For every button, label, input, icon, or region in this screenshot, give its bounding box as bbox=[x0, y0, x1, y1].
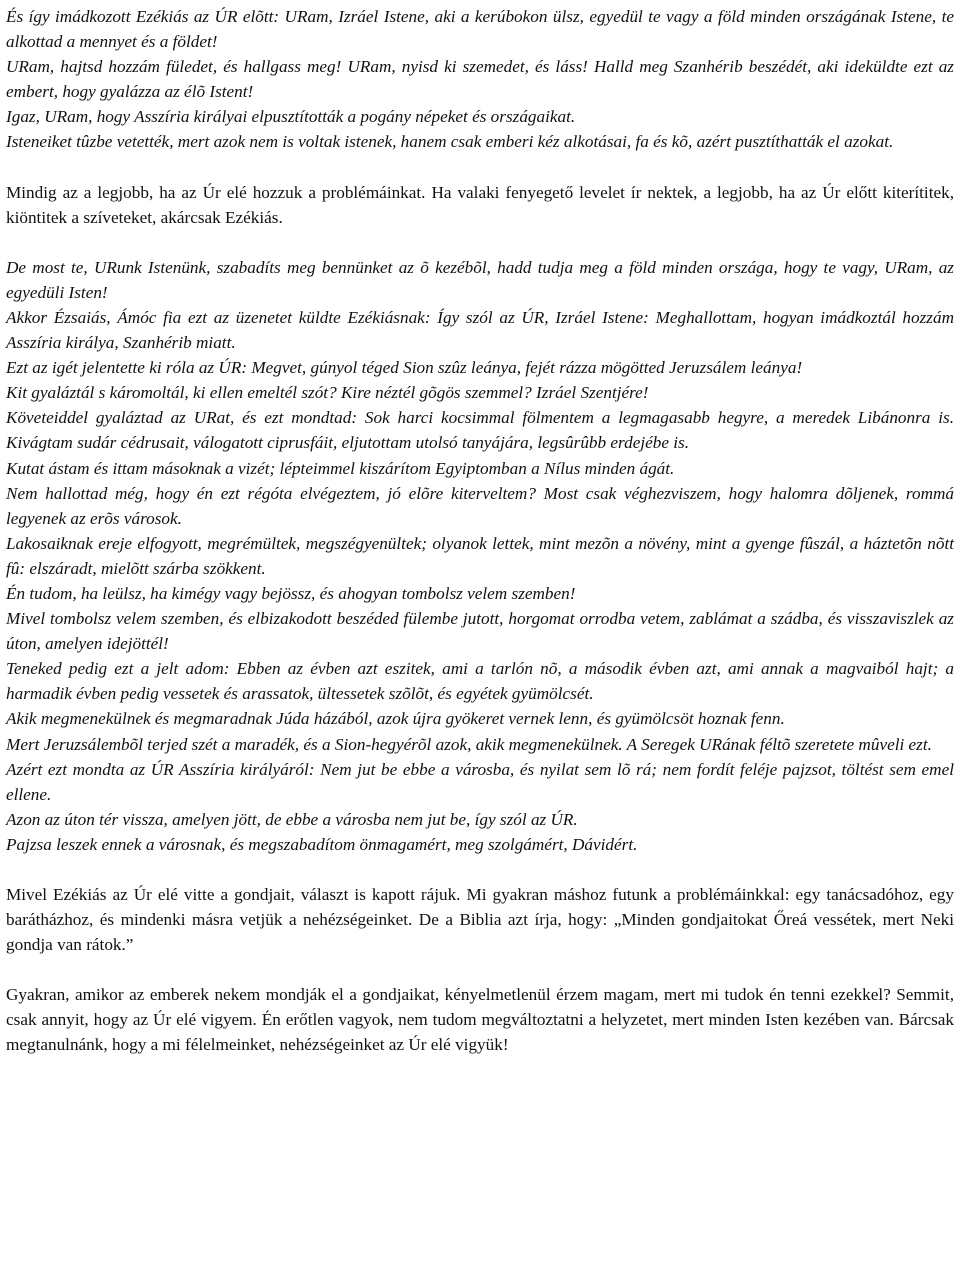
verse: Lakosaiknak ereje elfogyott, megrémültek, megszégyenültek; olyanok lettek, mint mezõn a növény, mint a gyenge fûszál, a háztetõn nõtt fû: elszáradt, mielõtt szárba szökkent. bbox=[6, 533, 954, 578]
verse: URam, hajtsd hozzám füledet, és hallgass meg! URam, nyisd ki szemedet, és láss! Halld meg Szanhérib beszédét, aki ideküldte ezt az embert, hogy gyalázza az élõ Istent! bbox=[6, 57, 954, 102]
verse: De most te, URunk Istenünk, szabadíts meg bennünket az õ kezébõl, hadd tudja meg a föld minden országa, hogy te vagy, URam, az egyedüli Isten! bbox=[6, 257, 954, 302]
verse: Akkor Ézsaiás, Ámóc fia ezt az üzenetet küldte Ezékiásnak: Így szól az ÚR, Izráel Istene: Meghallottam, hogyan imádkoztál hozzám Asszíria királya, Szanhérib miatt. bbox=[6, 307, 954, 353]
verse: Azért ezt mondta az ÚR Asszíria királyáról: Nem jut be ebbe a városba, és nyilat sem lõ rá; nem fordít feléje pajzsot, töltést sem emel ellene. bbox=[6, 759, 954, 804]
verse: Követeiddel gyaláztad az URat, és ezt mondtad: Sok harci kocsimmal fölmentem a legmagasabb hegyre, a meredek Libánonra is. Kivágtam sudár cédrusait, válogatott ciprusfáit, eljutottam utolsó tanyájára, legsûrûbb erdejébe is. bbox=[6, 408, 954, 453]
commentary-paragraph-1 bbox=[6, 180, 954, 230]
verse: Teneked pedig ezt a jelt adom: Ebben az évben azt eszitek, ami a tarlón nõ, a második évben azt, ami annak a magvaiból hajt; a harmadik évben pedig vessetek és arassatok, ültessetek szõlõt, és egyétek gyümölcsét. bbox=[6, 659, 954, 704]
verse: Akik megmenekülnek és megmaradnak Júda házából, azok újra gyökeret vernek lenn, és gyümölcsöt hoznak fenn. bbox=[6, 709, 785, 729]
paragraph-text: Mivel Ezékiás az Úr elé vitte a gondjait, választ is kapott rájuk. Mi gyakran máshoz futunk a problémáinkkal: egy tanácsadóhoz, egy barátházhoz, és mindenki másra vetjük a nehézségeinket. De a Biblia azt írja, hogy: „Minden gondjaitokat Őreá vessétek, mert Neki gondja van rátok.” bbox=[6, 885, 954, 955]
paragraph-text: Mindig az a legjobb, ha az Úr elé hozzuk a problémáinkat. Ha valaki fenyegető levelet ír nektek, a legjobb, ha az Úr előtt kiterítitek, kiöntitek a szíveteket, akárcsak Ezékiás. bbox=[6, 182, 954, 227]
commentary-paragraph-3 bbox=[6, 982, 954, 1057]
verse: Kutat ástam és ittam másoknak a vizét; lépteimmel kiszárítom Egyiptomban a Nílus minden ágát. bbox=[6, 458, 675, 478]
scripture-quote-1 bbox=[6, 4, 954, 155]
verse: Igaz, URam, hogy Asszíria királyai elpusztították a pogány népeket és országaikat. bbox=[6, 107, 576, 127]
verse: És így imádkozott Ezékiás az ÚR elõtt: URam, Izráel Istene, aki a kerúbokon ülsz, egyedül te vagy a föld minden országának Istene, te alkottad a mennyet és a földet! bbox=[6, 7, 954, 52]
verse: Ezt az igét jelentette ki róla az ÚR: Megvet, gúnyol téged Sion szûz leánya, fejét rázza mögötted Jeruzsálem leánya! bbox=[6, 358, 803, 378]
scripture-quote-2 bbox=[6, 255, 954, 857]
verse: Én tudom, ha leülsz, ha kimégy vagy bejössz, és ahogyan tombolsz velem szemben! bbox=[6, 583, 576, 603]
commentary-paragraph-2 bbox=[6, 882, 954, 957]
verse: Nem hallottad még, hogy én ezt régóta elvégeztem, jó elõre kiterveltem? Most csak véghezviszem, hogy halomra dõljenek, rommá legyenek az erõs városok. bbox=[6, 483, 954, 528]
verse: Pajzsa leszek ennek a városnak, és megszabadítom önmagamért, meg szolgámért, Dávidért. bbox=[6, 834, 638, 854]
verse: Kit gyaláztál s káromoltál, ki ellen emeltél szót? Kire néztél gõgös szemmel? Izráel Szentjére! bbox=[6, 383, 649, 403]
verse: Azon az úton tér vissza, amelyen jött, de ebbe a városba nem jut be, így szól az ÚR. bbox=[6, 809, 578, 829]
paragraph-text: Gyakran, amikor az emberek nekem mondják el a gondjaikat, kényelmetlenül érzem magam, mert mi tudok én tenni ezekkel? Semmit, csak annyit, hogy az Úr elé vigyem. Én erőtlen vagyok, nem tudom megváltoztatni a helyzetet, mert minden Isten kezében van. Bárcsak megtanulnánk, hogy a mi félelmeinket, nehézségeinket az Úr elé vigyük! bbox=[6, 985, 954, 1055]
verse: Mivel tombolsz velem szemben, és elbizakodott beszéded fülembe jutott, horgomat orrodba vetem, zablámat a szádba, és visszaviszlek az úton, amelyen idejöttél! bbox=[6, 609, 954, 654]
verse: Isteneiket tûzbe vetették, mert azok nem is voltak istenek, hanem csak emberi kéz alkotásai, fa és kõ, azért pusztíthatták el azokat. bbox=[6, 132, 894, 152]
verse: Mert Jeruzsálembõl terjed szét a maradék, és a Sion-hegyérõl azok, akik megmenekülnek. A Seregek URának féltõ szeretete mûveli ezt. bbox=[6, 734, 932, 754]
